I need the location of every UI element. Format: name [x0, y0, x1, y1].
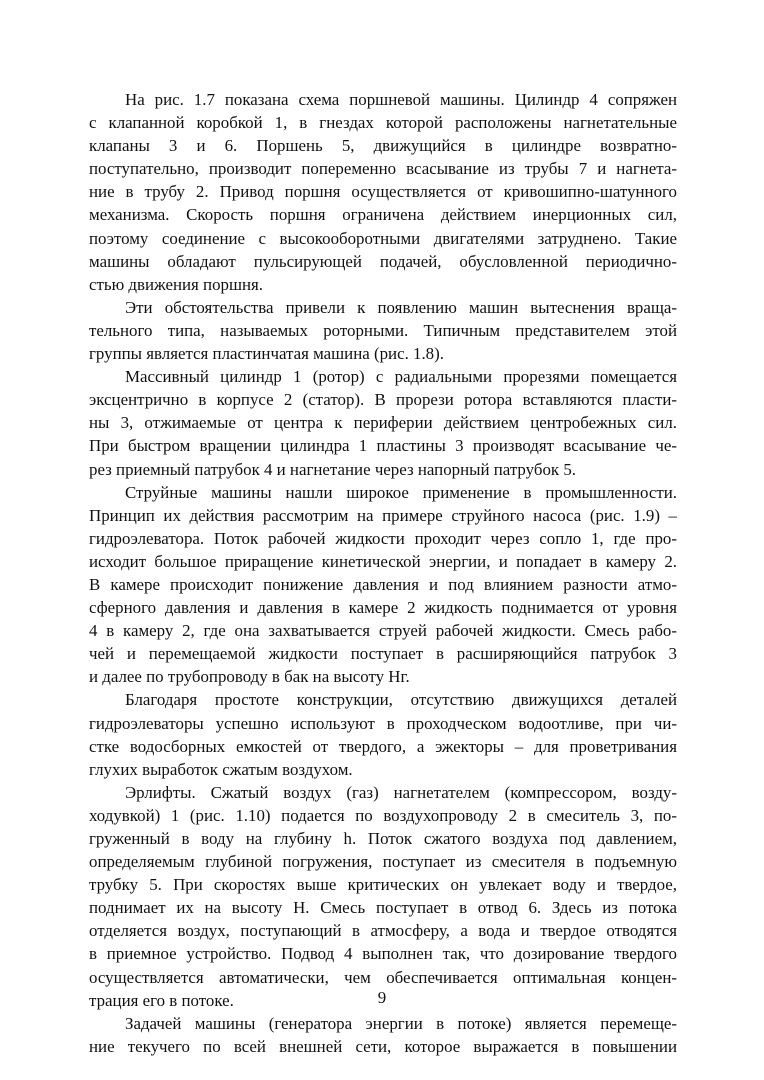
- text-line: и далее по трубопроводу в бак на высоту Hг.: [89, 667, 410, 687]
- page-body: [89, 88, 677, 1058]
- text-line: ны 3, отжимаемые от центра к периферии действием центробежных сил.: [89, 413, 677, 433]
- text-line: поступательно, производит попеременно всасывание из трубы 7 и нагнета-: [89, 159, 677, 179]
- text-line: осуществляется автоматически, чем обеспечивается оптимальная концен-: [89, 967, 677, 987]
- text-line: Струйные машины нашли широкое применение в промышленности.: [125, 482, 677, 502]
- text-line: стью движения поршня.: [89, 274, 264, 294]
- text-line: груженный в воду на глубину h. Поток сжатого воздуха под давлением,: [89, 829, 677, 848]
- text-line: с клапанной коробкой 1, в гнездах которой расположены нагнетательные: [89, 113, 677, 133]
- text-line: Массивный цилиндр 1 (ротор) с радиальными прорезями помещается: [125, 367, 677, 387]
- text-line: Принцип их действия рассмотрим на примере струйного насоса (рис. 1.9) –: [89, 505, 677, 525]
- text-line: Благодаря простоте конструкции, отсутствию движущихся деталей: [125, 690, 677, 710]
- text-line: в приемное устройство. Подвод 4 выполнен так, что дозирование твердого: [89, 944, 677, 964]
- text-line: При быстром вращении цилиндра 1 пластины 3 производят всасывание че-: [89, 436, 677, 456]
- text-line: тельного типа, называемых роторными. Типичным представителем этой: [89, 320, 677, 340]
- text-line: рез приемный патрубок 4 и нагнетание через напорный патрубок 5.: [89, 459, 577, 479]
- text-line: группы является пластинчатая машина (рис. 1.8).: [89, 344, 444, 364]
- text-line: определяемым глубиной погружения, поступает из смесителя в подъемную: [89, 852, 677, 872]
- text-line: сферного давления и давления в камере 2 жидкость поднимается от уровня: [89, 598, 677, 618]
- text-line: ние в трубу 2. Привод поршня осуществляется от кривошипно-шатунного: [89, 182, 677, 202]
- page-number: 9: [377, 988, 387, 1007]
- text-line: Эрлифты. Сжатый воздух (газ) нагнетателем (компрессором, возду-: [125, 782, 677, 802]
- text-line: поэтому соединение с высокооборотными двигателями затруднено. Такие: [89, 228, 677, 248]
- text-line: машины обладают пульсирующей подачей, обусловленной периодично-: [89, 251, 677, 271]
- text-line: трация его в потоке.: [89, 990, 234, 1010]
- text-line: Задачей машины (генератора энергии в потоке) является перемеще-: [125, 1013, 677, 1033]
- text-line: гидроэлеватора. Поток рабочей жидкости проходит через сопло 1, где про-: [89, 528, 677, 548]
- text-line: поднимает их на высоту H. Смесь поступает в отвод 6. Здесь из потока: [89, 898, 677, 918]
- text-line: эксцентрично в корпусе 2 (статор). В прорези ротора вставляются пласти-: [89, 390, 677, 410]
- text-line: клапаны 3 и 6. Поршень 5, движущийся в цилиндре возвратно-: [89, 136, 677, 156]
- text-line: В камере происходит понижение давления и под влиянием разности атмо-: [89, 574, 677, 594]
- text-line: ходувкой) 1 (рис. 1.10) подается по воздухопроводу 2 в смеситель 3, по-: [89, 805, 677, 825]
- text-line: стке водосборных емкостей от твердого, а эжекторы – для проветривания: [89, 736, 677, 756]
- text-line: чей и перемещаемой жидкости поступает в расширяющийся патрубок 3: [89, 644, 677, 664]
- text-line: гидроэлеваторы успешно используют в проходческом водоотливе, при чи-: [89, 713, 677, 733]
- text-line: отделяется воздух, поступающий в атмосферу, а вода и твердое отводятся: [89, 921, 677, 941]
- text-line: ние текучего по всей внешней сети, которое выражается в повышении: [89, 1036, 677, 1056]
- text-line: Эти обстоятельства привели к появлению машин вытеснения враща-: [125, 297, 677, 317]
- text-line: механизма. Скорость поршня ограничена действием инерционных сил,: [89, 205, 677, 225]
- text-line: 4 в камеру 2, где она захватывается струей рабочей жидкости. Смесь рабо-: [89, 621, 677, 641]
- text-line: глухих выработок сжатым воздухом.: [89, 759, 353, 779]
- text-line: На рис. 1.7 показана схема поршневой машины. Цилиндр 4 сопряжен: [125, 90, 677, 109]
- text-line: трубку 5. При скоростях выше критических он увлекает воду и твердое,: [89, 875, 677, 895]
- text-line: исходит большое приращение кинетической энергии, и попадает в камеру 2.: [89, 551, 677, 571]
